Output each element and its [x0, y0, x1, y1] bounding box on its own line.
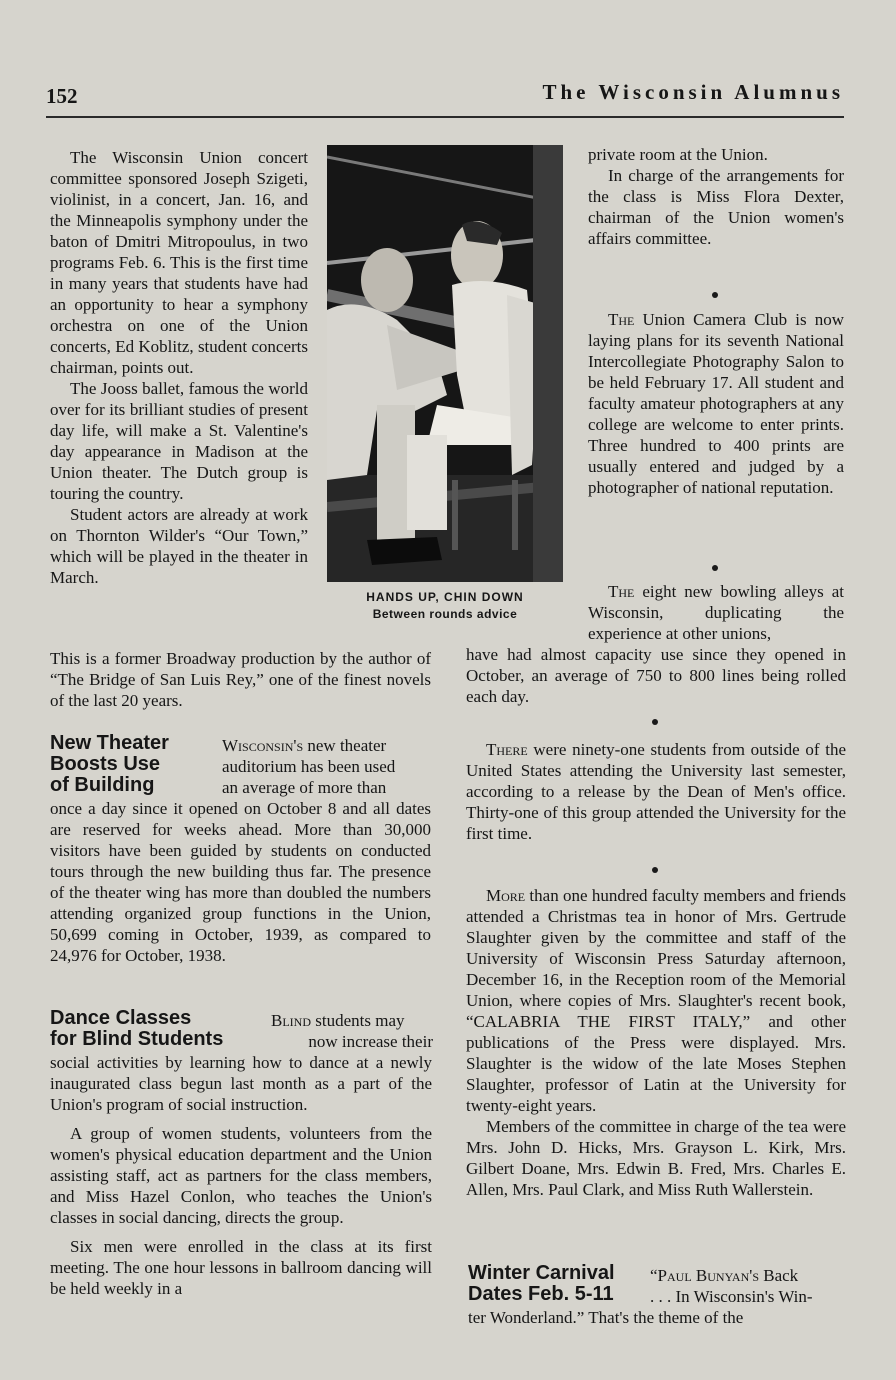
publication-title: The Wisconsin Alumnus — [542, 80, 844, 104]
bullet-divider — [712, 292, 718, 298]
dance-headline — [50, 1008, 223, 1050]
carnival-lead-line — [650, 1265, 848, 1286]
students-text: were ninety-one students from outside of the United States attending the University last semester, according to a release by the Dean of Men's office. Thirty-one of this group attended the University for the first time. — [466, 740, 846, 843]
dance-lead-line: now increase their — [308, 1032, 433, 1051]
dance-lead — [271, 1010, 433, 1052]
concert-article — [50, 147, 308, 588]
theater-lead — [222, 735, 432, 798]
christmas-tea-paragraph — [466, 885, 846, 1116]
dance-lead-word: Blind — [271, 1011, 311, 1030]
header-rule — [46, 116, 844, 118]
carnival-headline-line: Winter Carnival — [468, 1262, 615, 1284]
carnival-lead-line: . . . In Wisconsin's Win- — [650, 1287, 813, 1306]
christmas-tea-article — [466, 885, 846, 1200]
page-number: 152 — [46, 84, 78, 108]
carnival-headline-line: Dates Feb. 5-11 — [468, 1283, 614, 1305]
students-lead-word: There — [486, 740, 528, 759]
dance-headline-line: Dance Classes — [50, 1007, 192, 1029]
carnival-lead-text: Back — [759, 1266, 799, 1285]
bowling-paragraph-a — [588, 581, 844, 644]
theater-lead-line: an average of more than — [222, 778, 387, 797]
photo-caption-subtitle: Between rounds advice — [372, 607, 518, 621]
camera-club-text: Union Camera Club is now laying plans for its seventh National Intercollegiate Photography Salon to be held February 17. All student and faculty amateur photographers at any college are welcome to enter prints. Three hundred to 400 prints are usually entered and judged by a photographer of national reputation. — [588, 310, 844, 497]
camera-lead-word: The — [608, 310, 635, 329]
foreign-students-paragraph — [466, 739, 846, 844]
dance-body — [50, 1052, 432, 1299]
bowling-text-a: eight new bowling alleys at Wisconsin, duplicating the experience at other unions, — [588, 582, 844, 643]
carnival-headline — [468, 1263, 615, 1305]
boxing-photo — [327, 145, 563, 582]
dance-continued — [588, 144, 844, 249]
our-town-paragraph: Student actors are already at work on Thornton Wilder's “Our Town,” which will be played in the theater in March. — [50, 505, 308, 587]
dance-body-paragraph: social activities by learning how to dance at a newly inaugurated class begun last month as a part of the Union's program of social instruction. — [50, 1053, 432, 1114]
carnival-lead-quote: “ — [650, 1266, 658, 1285]
tea-lead-word: More — [486, 886, 526, 905]
theater-headline-line: Boosts Use — [50, 753, 161, 775]
ballet-paragraph: The Jooss ballet, famous the world over for its brilliant studies of present day life, will make a St. Valentine's day appearance in Madison at the Union theater. The Dutch group is touring the country. — [50, 379, 308, 503]
theater-headline — [50, 733, 169, 796]
dance-body-paragraph: A group of women students, volunteers from the women's physical education department and the Union assisting staff, act as partners for the class members, and Miss Hazel Conlon, who teaches the Union's classes in social dancing, directs the group. — [50, 1124, 432, 1227]
bowling-lead-word: The — [608, 582, 635, 601]
tea-text: than one hundred faculty members and friends attended a Christmas tea in honor of Mrs. Gertrude Slaughter given by the committee and staff of the University of Wisconsin Press Saturday afternoon, December 16, in the Reception room of the Memorial Union, where copies of Mrs. Slaughter's recent book, “CALABRIA THE FIRST ITALY,” and other publications of the Press were displayed. Mrs. Slaughter is the widow of the late Moses Stephen Slaughter, professor of Latin at the University for twenty-eight years. — [466, 886, 846, 1115]
concert-paragraph: The Wisconsin Union concert committee sponsored Joseph Szigeti, violinist, in a concert, Jan. 16, and the Minneapolis symphony under the baton of Dmitri Mitropoulus, in two programs Feb. 6. This is the first time in many years that students have had an opportunity to hear a symphony orchestra on one of the Union concerts, Ed Koblitz, student concerts chairman, points out. — [50, 148, 308, 377]
carnival-body: ter Wonderland.” That's the theme of the — [468, 1308, 744, 1327]
camera-club-paragraph — [588, 309, 844, 498]
bowling-paragraph-b: have had almost capacity use since they opened in October, an average of 750 to 800 lines being rolled each day. — [466, 645, 846, 706]
dance-lead-text: students may — [311, 1011, 405, 1030]
bullet-divider — [712, 565, 718, 571]
theater-body: once a day since it opened on October 8 and all dates are reserved for weeks ahead. More than 30,000 visitors have been guided by students on conducted tours through the new building thus far. The presence of the theater wing has more than doubled the numbers attending organized group functions in the Union, 50,699 coming in October, 1939, as compared to 24,976 for October, 1938. — [50, 799, 431, 965]
dance-body-paragraph: Six men were enrolled in the class at its first meeting. The one hour lessons in ballroom dancing will be held weekly in a — [50, 1237, 432, 1298]
theater-lead-line: auditorium has been used — [222, 757, 396, 776]
dance-continued-line: private room at the Union. — [588, 145, 768, 164]
carnival-lead-word: Paul Bunyan's — [657, 1266, 759, 1285]
bullet-divider — [652, 867, 658, 873]
tea-committee-paragraph: Members of the committee in charge of the tea were Mrs. John D. Hicks, Mrs. Grayson L. Kirk, Mrs. Gilbert Doane, Mrs. Edwin B. Fred, Mrs. Charles E. Allen, Mrs. Paul Clark, and Miss Ruth Wallerstein. — [466, 1117, 846, 1199]
dance-headline-line: for Blind Students — [50, 1028, 224, 1050]
broadway-paragraph: This is a former Broadway production by the author of “The Bridge of San Luis Rey,” one of the finest novels of the last 20 years. — [50, 649, 431, 710]
bullet-divider — [652, 719, 658, 725]
theater-lead-text: new theater — [303, 736, 387, 755]
theater-headline-line: New Theater — [50, 732, 169, 754]
photo-caption-title: HANDS UP, CHIN DOWN — [366, 590, 524, 604]
theater-lead-line — [222, 735, 432, 756]
dance-lead-line — [271, 1010, 433, 1031]
theater-headline-line: of Building — [50, 774, 155, 796]
carnival-lead — [650, 1265, 848, 1307]
boxing-photo-image — [327, 145, 563, 582]
dance-arrangements-paragraph: In charge of the arrangements for the class is Miss Flora Dexter, chairman of the Union women's affairs committee. — [588, 166, 844, 248]
theater-lead-word: Wisconsin's — [222, 736, 304, 755]
